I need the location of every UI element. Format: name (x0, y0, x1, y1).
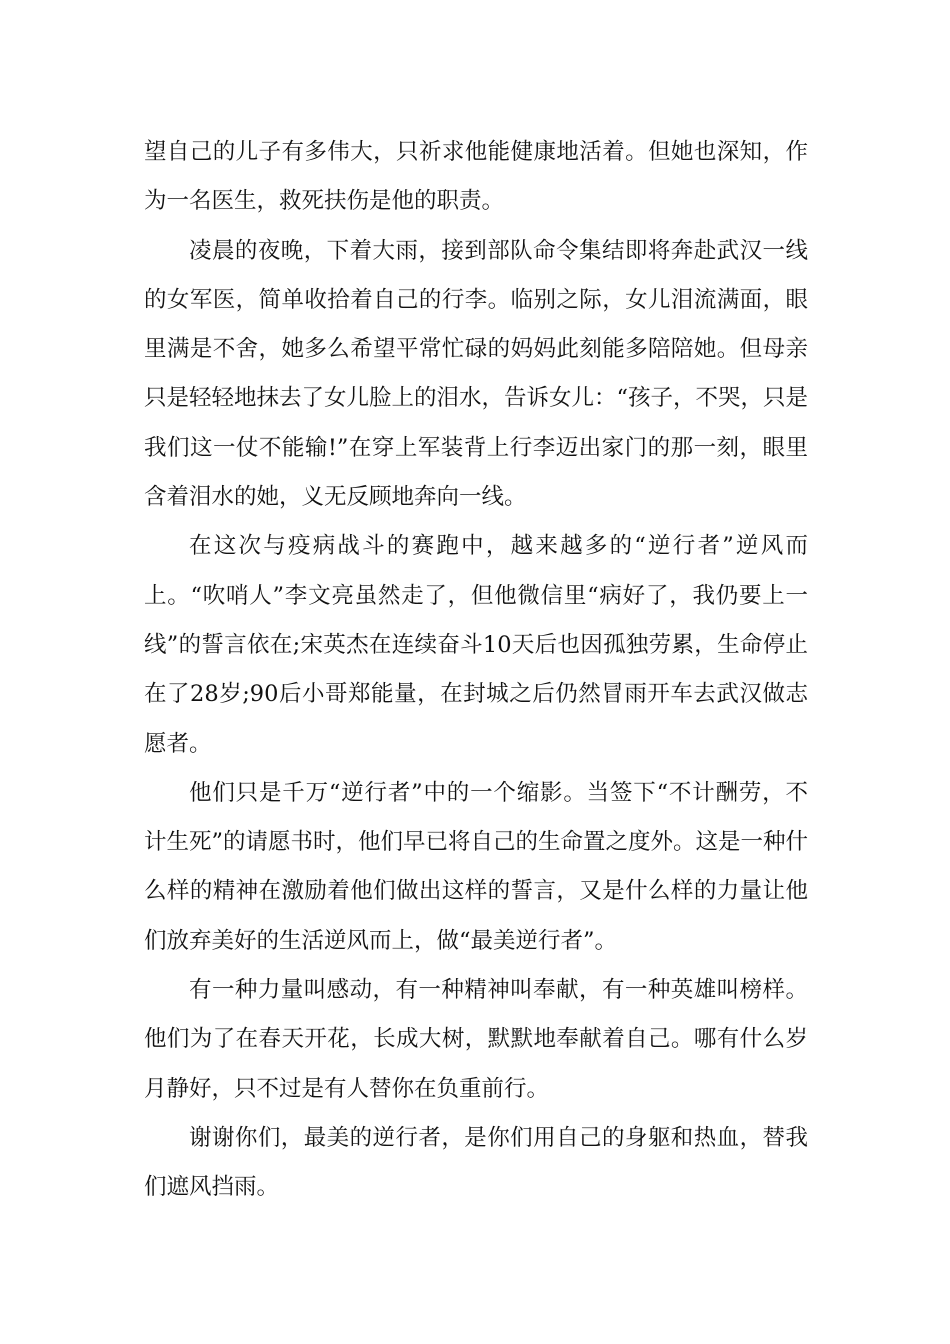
paragraph-6: 谢谢你们，最美的逆行者，是你们用自己的身躯和热血，替我们遮风挡雨。 (144, 1124, 808, 1201)
paragraph-1: 望自己的儿子有多伟大，只祈求他能健康地活着。但她也深知，作为一名医生，救死扶伤是他的职责。 (144, 139, 808, 215)
paragraph-4: 他们只是千万“逆行者”中的一个缩影。当签下“不计酬劳，不计生死”的请愿书时，他们早已将自己的生命置之度外。这是一种什么样的精神在激励着他们做出这样的誓言，又是什么样的力量让他们放弃美好的生活逆风而上，做“最美逆行者”。 (144, 779, 809, 954)
paragraph-3: 在这次与疫病战斗的赛跑中，越来越多的“逆行者”逆风而上。“吹哨人”李文亮虽然走了，但他微信里“病好了，我仍要上一线”的誓言依在;宋英杰在连续奋斗10天后也因孤独劳累，生命停止在了28岁;90后小哥郑能量，在封城之后仍然冒雨开车去武汉做志愿者。 (144, 533, 808, 757)
document-body (144, 128, 808, 1213)
paragraph-5: 有一种力量叫感动，有一种精神叫奉献，有一种英雄叫榜样。他们为了在春天开花，长成大树，默默地奉献着自己。哪有什么岁月静好，只不过是有人替你在负重前行。 (144, 977, 808, 1102)
paragraph-2: 凌晨的夜晚，下着大雨，接到部队命令集结即将奔赴武汉一线的女军医，简单收拾着自己的行李。临别之际，女儿泪流满面，眼里满是不舍，她多么希望平常忙碌的妈妈此刻能多陪陪她。但母亲只是轻轻地抹去了女儿脸上的泪水，告诉女儿：“孩子，不哭，只是我们这一仗不能输!”在穿上军装背上行李迈出家门的那一刻，眼里含着泪水的她，义无反顾地奔向一线。 (144, 237, 809, 511)
